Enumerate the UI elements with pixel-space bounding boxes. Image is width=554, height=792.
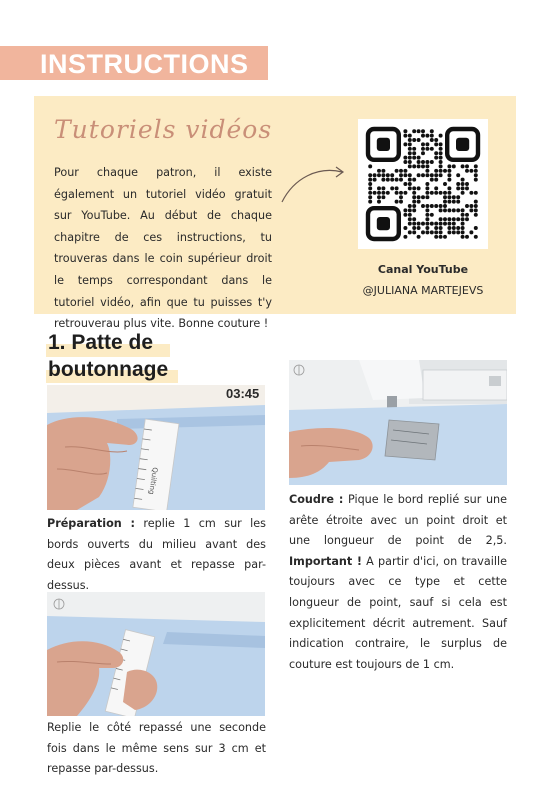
step-preparation-label: Préparation : (47, 517, 135, 530)
channel-label: Canal YouTube (377, 263, 469, 276)
section-title (48, 329, 168, 383)
qr-finder-eye (368, 208, 399, 239)
photo-sewing-machine (289, 360, 507, 485)
video-tutorials-heading: Tutoriels vidéos (54, 115, 273, 144)
section-title-line2: boutonnage (48, 358, 169, 381)
curved-arrow-icon (278, 158, 350, 206)
channel-handle[interactable]: @JULIANA MARTEJEVS (362, 284, 484, 297)
page-title: INSTRUCTIONS (40, 49, 249, 79)
step-preparation-body: replie 1 cm sur les bords ouverts du milieu avant des deux pièces avant et repasse par-dessus. (47, 517, 266, 592)
qr-finder-eye (368, 129, 399, 160)
step-sew-important: Important ! (289, 554, 362, 568)
step-sew-text (289, 490, 507, 675)
step-sew-body-continued: A partir d'ici, on travaille toujours avec ce type et cette longueur de point, sauf si cela est explicitement décrit autrement. Sauf indication contraire, le surplus de couture est toujours de 1 cm. (289, 554, 507, 671)
step-preparation-text (47, 514, 266, 596)
photo-preparation-image (47, 385, 265, 510)
step-fold-text: Replie le côté repassé une seconde fois dans le même sens sur 3 cm et repasse par-dessus. (47, 721, 266, 776)
section-title-line1: 1. Patte de (48, 331, 154, 354)
photo-preparation (47, 385, 265, 510)
step-sew-label: Coudre : (289, 493, 344, 506)
video-timestamp: 03:45 (226, 386, 260, 401)
qr-finder-eye (447, 129, 478, 160)
youtube-qr-code[interactable] (358, 119, 488, 249)
video-tutorials-text: Pour chaque patron, il existe également un tutoriel vidéo gratuit sur YouTube. Au début de chaque chapitre de ces instructions, tu trouveras dans le coin supérieur droit le temps correspondant dans le tutoriel vidéo, afin que tu puisses t'y retrouverau plus vite. Bonne couture ! (54, 166, 272, 331)
photo-fold-again (47, 592, 265, 716)
photo-sewing-machine-image (289, 360, 507, 485)
step-sew-body: Pique le bord replié sur une arête étroite avec un point droit et une longueur de point de 2,5. (289, 493, 508, 548)
photo-fold-again-image (47, 592, 265, 716)
ruler-text: Quilting (147, 466, 159, 495)
